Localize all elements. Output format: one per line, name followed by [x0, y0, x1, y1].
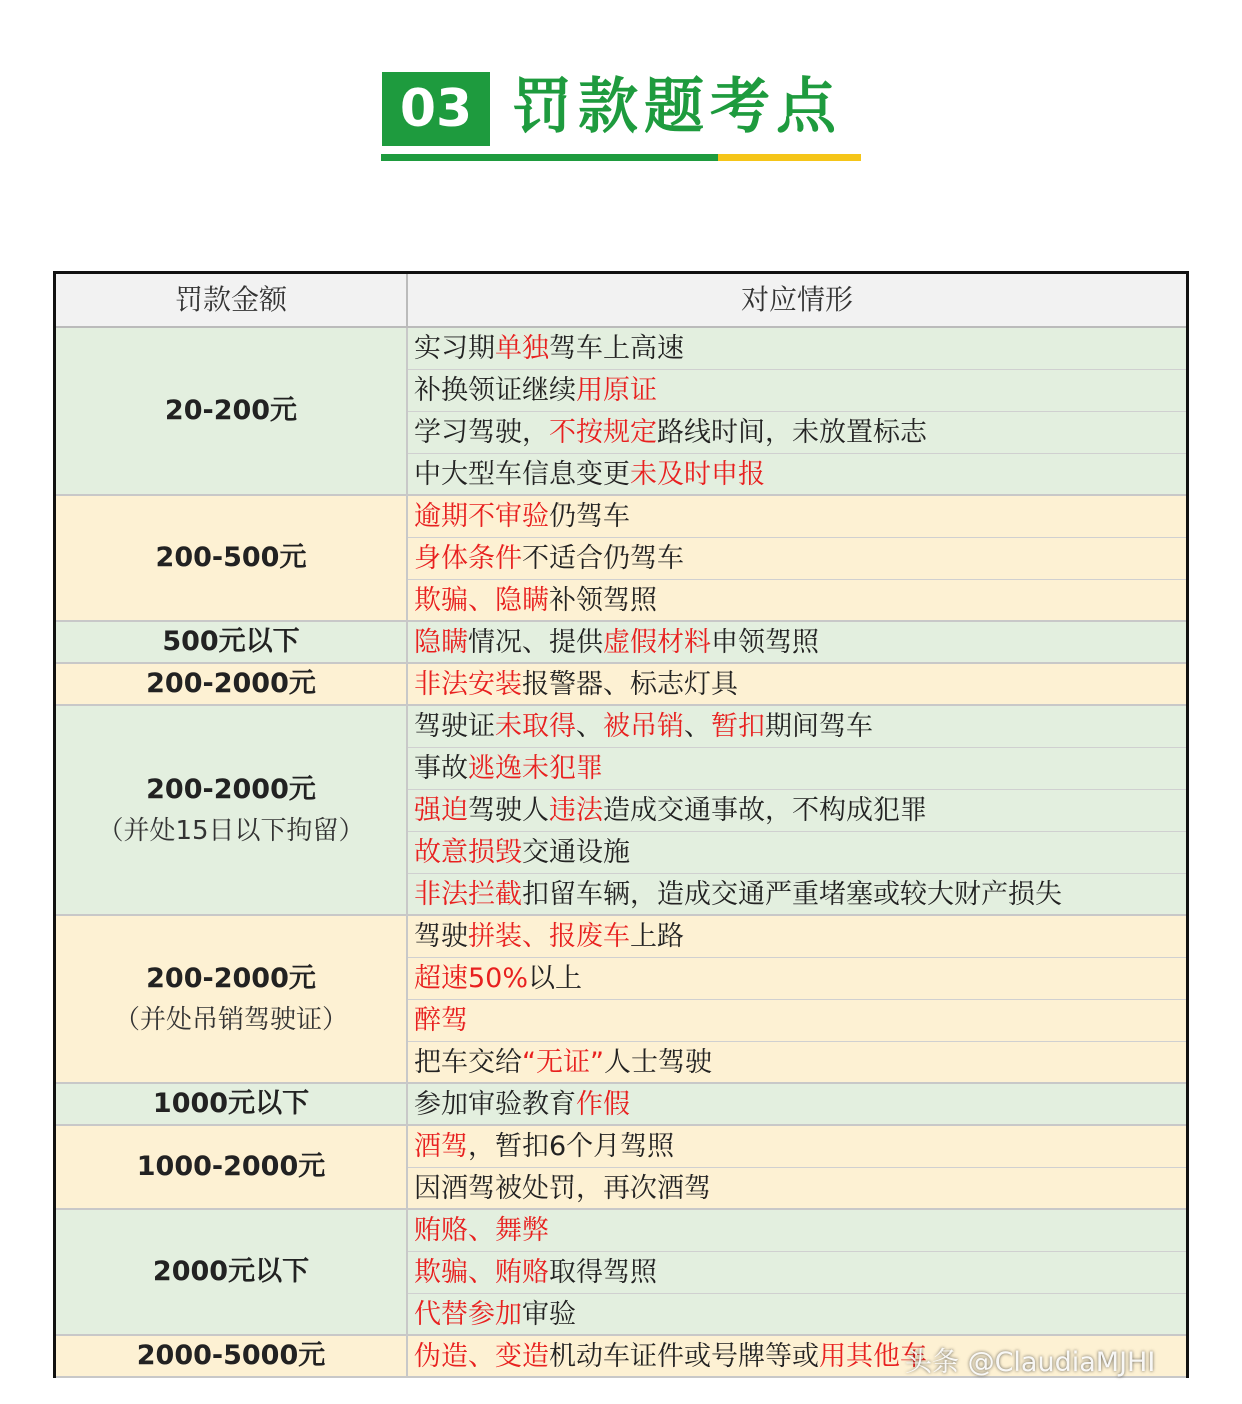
situation-text: 交通设施: [522, 837, 630, 868]
highlighted-text: 逃逸未犯罪: [468, 753, 603, 784]
situation-row: [408, 664, 1186, 706]
highlighted-text: 代替参加: [414, 1299, 522, 1330]
situation-text: 申领驾照: [711, 627, 819, 658]
situation-text: 取得驾照: [549, 1257, 657, 1288]
situation-text: 、: [576, 711, 603, 742]
situation-row: [408, 874, 1186, 916]
fine-amount-cell: [56, 1210, 408, 1334]
fine-amount: 2000元以下: [152, 1256, 310, 1287]
highlighted-text: 暂扣: [711, 711, 765, 742]
situation-row: [408, 328, 1186, 370]
situation-text: 驾车上高速: [549, 333, 684, 364]
situation-row: [408, 790, 1186, 832]
highlighted-text: 非法安装: [414, 669, 522, 700]
highlighted-text: 用其他车: [819, 1341, 927, 1372]
situation-text: 事故: [414, 753, 468, 784]
fine-amount-cell: [56, 1126, 408, 1208]
situation-text: 人士驾驶: [603, 1047, 712, 1078]
fine-amount-cell: [56, 1336, 408, 1376]
situation-text: 扣留车辆，造成交通严重堵塞或较大财产损失: [522, 879, 1062, 910]
fine-group: [56, 1126, 1186, 1210]
fine-amount: 200-2000元: [146, 668, 316, 699]
fine-group: [56, 706, 1186, 916]
situation-text: 驾驶: [414, 921, 468, 952]
situation-text: 机动车证件或号牌等或: [549, 1341, 819, 1372]
fine-amount-cell: [56, 916, 408, 1082]
situation-text: 、: [684, 711, 711, 742]
fine-amount-cell: [56, 664, 408, 704]
fine-group: [56, 916, 1186, 1084]
highlighted-text: 作假: [576, 1089, 630, 1120]
situation-text: 补领驾照: [549, 585, 657, 616]
situation-row: [408, 1294, 1186, 1336]
highlighted-text: 非法拦截: [414, 879, 522, 910]
situation-row: [408, 1084, 1186, 1126]
situation-text: 实习期: [414, 333, 495, 364]
situation-row: [408, 412, 1186, 454]
title-underline-green: [381, 154, 718, 161]
situation-text: 仍驾车: [549, 501, 630, 532]
situation-row: [408, 1042, 1186, 1084]
highlighted-text: 隐瞒: [414, 627, 468, 658]
fine-amount-cell: [56, 328, 408, 494]
fine-group: [56, 496, 1186, 622]
fine-amount-note: （并处15日以下拘留）: [97, 816, 365, 846]
situation-row: [408, 1168, 1186, 1210]
situation-row: [408, 454, 1186, 496]
fine-amount-cell: [56, 496, 408, 620]
situation-text: 不适合仍驾车: [522, 543, 684, 574]
highlighted-text: 单独: [495, 333, 549, 364]
situation-row: [408, 370, 1186, 412]
situation-row: [408, 748, 1186, 790]
situation-text: 情况、提供: [468, 627, 603, 658]
fine-amount-note: （并处吊销驾驶证）: [113, 1005, 348, 1035]
highlighted-text: 未取得: [495, 711, 576, 742]
title-underline-yellow: [718, 154, 861, 161]
highlighted-text: 欺骗、贿赂: [414, 1257, 549, 1288]
situation-row: [408, 496, 1186, 538]
column-header-situation: 对应情形: [740, 283, 853, 316]
highlighted-text: 伪造、变造: [414, 1341, 549, 1372]
situation-row: [408, 1210, 1186, 1252]
situation-text: 路线时间，未放置标志: [657, 417, 927, 448]
situation-text: 把车交给: [414, 1047, 522, 1078]
fine-amount: 200-2000元: [146, 774, 316, 805]
situation-row: [408, 958, 1186, 1000]
situation-text: ，暂扣6个月驾照: [468, 1131, 675, 1162]
highlighted-text: 贿赂、舞弊: [414, 1215, 549, 1246]
fine-amount: 20-200元: [164, 395, 298, 426]
situation-text: 中大型车信息变更: [414, 459, 630, 490]
highlighted-text: “无证”: [522, 1047, 604, 1078]
watermark: 头条 @ClaudiaMJHI: [905, 1347, 1156, 1378]
fine-group: [56, 622, 1186, 664]
situation-text: 驾驶人: [468, 795, 549, 826]
fine-amount: 200-500元: [155, 542, 307, 573]
highlighted-text: 违法: [549, 795, 603, 826]
situation-text: 审验: [522, 1299, 576, 1330]
fine-amount: 1000-2000元: [136, 1151, 326, 1182]
highlighted-text: 虚假材料: [603, 627, 711, 658]
situation-row: [408, 1126, 1186, 1168]
situation-row: [408, 538, 1186, 580]
highlighted-text: 拼装、报废车: [468, 921, 630, 952]
situation-text: 学习驾驶，: [414, 417, 549, 448]
situation-row: [408, 706, 1186, 748]
fine-group: [56, 1084, 1186, 1126]
situation-text: 造成交通事故，不构成犯罪: [603, 795, 927, 826]
highlighted-text: 用原证: [576, 375, 657, 406]
situation-row: [408, 1000, 1186, 1042]
highlighted-text: 身体条件: [414, 543, 522, 574]
situation-text: 期间驾车: [765, 711, 873, 742]
fine-amount: 500元以下: [162, 626, 300, 657]
fine-group: [56, 328, 1186, 496]
highlighted-text: 醉驾: [414, 1005, 468, 1036]
fine-table: [53, 271, 1189, 1378]
situation-text: 补换领证继续: [414, 375, 576, 406]
situation-text: 以上: [528, 963, 583, 994]
column-header-amount: 罚款金额: [56, 274, 408, 326]
fine-amount-cell: [56, 1084, 408, 1124]
fine-amount: 1000元以下: [152, 1088, 310, 1119]
fine-amount: 2000-5000元: [136, 1340, 326, 1371]
situation-text: 报警器、标志灯具: [522, 669, 738, 700]
situation-text: 上路: [630, 921, 684, 952]
situation-text: 因酒驾被处罚，再次酒驾: [414, 1173, 711, 1204]
situation-row: [408, 916, 1186, 958]
fine-group: [56, 1210, 1186, 1336]
situation-text: 驾驶证: [414, 711, 495, 742]
fine-amount-cell: [56, 706, 408, 914]
fine-amount-cell: [56, 622, 408, 662]
highlighted-text: 酒驾: [414, 1131, 468, 1162]
page-title: 罚款题考点: [512, 72, 842, 142]
section-number-badge: 03: [382, 72, 490, 146]
highlighted-text: 强迫: [414, 795, 468, 826]
fine-amount: 200-2000元: [146, 963, 316, 994]
highlighted-text: 逾期不审验: [414, 501, 549, 532]
situation-row: [408, 1252, 1186, 1294]
highlighted-text: 不按规定: [549, 417, 657, 448]
highlighted-text: 被吊销: [603, 711, 684, 742]
highlighted-text: 欺骗、隐瞒: [414, 585, 549, 616]
situation-text: 参加审验教育: [414, 1089, 576, 1120]
highlighted-text: 故意损毁: [414, 837, 522, 868]
highlighted-text: 超速50%: [414, 963, 529, 994]
highlighted-text: 未及时申报: [630, 459, 765, 490]
fine-group: [56, 664, 1186, 706]
situation-row: [408, 622, 1186, 664]
situation-row: [408, 832, 1186, 874]
table-header: [56, 274, 1186, 328]
situation-row: [408, 580, 1186, 622]
